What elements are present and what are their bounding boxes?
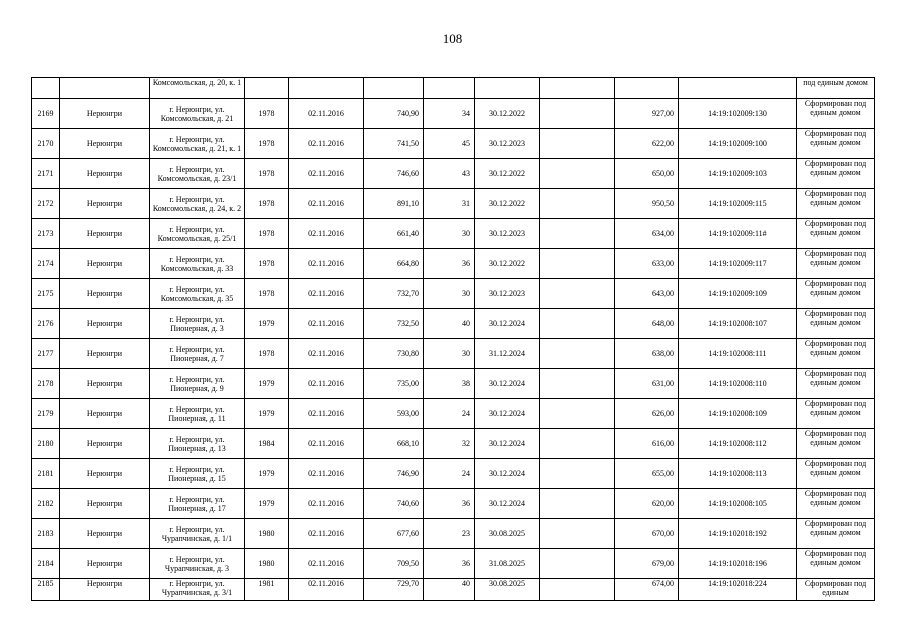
table-row bbox=[32, 579, 875, 601]
cell-cadastre: 14:19:102018:196 bbox=[679, 549, 797, 579]
cell-people: 36 bbox=[424, 249, 475, 279]
cell-status: под единым домом bbox=[797, 78, 875, 99]
cell-city: Нерюнгри bbox=[60, 519, 150, 549]
cell-date: 02.11.2016 bbox=[289, 219, 364, 249]
cell-cadastre: 14:19:102008:111 bbox=[679, 339, 797, 369]
cell-id: 2170 bbox=[32, 129, 60, 159]
cell-cadastre: 14:19:102008:112 bbox=[679, 429, 797, 459]
cell-year: 1979 bbox=[245, 399, 289, 429]
cell-cadastre: 14:19:102018:224 bbox=[679, 579, 797, 601]
table-row bbox=[32, 519, 875, 549]
cell-cadastre: 14:19:102009:100 bbox=[679, 129, 797, 159]
cell-people: 30 bbox=[424, 339, 475, 369]
cell-deadline: 30.12.2024 bbox=[475, 429, 540, 459]
table-row bbox=[32, 399, 875, 429]
cell-year bbox=[245, 78, 289, 99]
cell-address: г. Нерюнгри, ул. Комсомольская, д. 35 bbox=[150, 279, 245, 309]
cell-date: 02.11.2016 bbox=[289, 519, 364, 549]
cell-area: 593,00 bbox=[364, 399, 424, 429]
table-row bbox=[32, 339, 875, 369]
cell-area: 740,90 bbox=[364, 99, 424, 129]
cell-extra bbox=[540, 129, 615, 159]
cell-id: 2171 bbox=[32, 159, 60, 189]
cell-city: Нерюнгри bbox=[60, 579, 150, 601]
cell-id: 2181 bbox=[32, 459, 60, 489]
cell-id: 2179 bbox=[32, 399, 60, 429]
cell-city: Нерюнгри bbox=[60, 189, 150, 219]
cell-deadline: 30.12.2024 bbox=[475, 459, 540, 489]
table-row bbox=[32, 489, 875, 519]
cell-value: 634,00 bbox=[615, 219, 679, 249]
cell-cadastre: 14:19:102009:109 bbox=[679, 279, 797, 309]
cell-area: 661,40 bbox=[364, 219, 424, 249]
cell-status: Сформирован под единым домом bbox=[797, 309, 875, 339]
cell-extra bbox=[540, 519, 615, 549]
cell-deadline: 30.12.2023 bbox=[475, 279, 540, 309]
cell-city: Нерюнгри bbox=[60, 489, 150, 519]
cell-city: Нерюнгри bbox=[60, 159, 150, 189]
cell-value bbox=[615, 78, 679, 99]
cell-year: 1978 bbox=[245, 99, 289, 129]
cell-date: 02.11.2016 bbox=[289, 279, 364, 309]
cell-id: 2172 bbox=[32, 189, 60, 219]
cell-address: г. Нерюнгри, ул. Пионерная, д. 7 bbox=[150, 339, 245, 369]
cell-value: 616,00 bbox=[615, 429, 679, 459]
cell-extra bbox=[540, 189, 615, 219]
table-row bbox=[32, 189, 875, 219]
cell-address: г. Нерюнгри, ул. Комсомольская, д. 24, к. 2 bbox=[150, 189, 245, 219]
cell-deadline: 31.08.2025 bbox=[475, 549, 540, 579]
cell-date: 02.11.2016 bbox=[289, 189, 364, 219]
cell-status: Сформирован под единым домом bbox=[797, 369, 875, 399]
cell-id: 2182 bbox=[32, 489, 60, 519]
cell-date: 02.11.2016 bbox=[289, 159, 364, 189]
cell-status: Сформирован под единым домом bbox=[797, 549, 875, 579]
cell-extra bbox=[540, 339, 615, 369]
cell-year: 1978 bbox=[245, 279, 289, 309]
cell-area: 746,60 bbox=[364, 159, 424, 189]
cell-area: 732,70 bbox=[364, 279, 424, 309]
cell-extra bbox=[540, 249, 615, 279]
cell-year: 1980 bbox=[245, 549, 289, 579]
cell-date: 02.11.2016 bbox=[289, 579, 364, 601]
cell-address: г. Нерюнгри, ул. Пионерная, д. 11 bbox=[150, 399, 245, 429]
cell-address: г. Нерюнгри, ул. Комсомольская, д. 21, к. 1 bbox=[150, 129, 245, 159]
cell-address: г. Нерюнгри, ул. Комсомольская, д. 23/1 bbox=[150, 159, 245, 189]
cell-cadastre: 14:19:102008:113 bbox=[679, 459, 797, 489]
cell-date: 02.11.2016 bbox=[289, 129, 364, 159]
cell-value: 622,00 bbox=[615, 129, 679, 159]
cell-year: 1978 bbox=[245, 249, 289, 279]
cell-value: 674,00 bbox=[615, 579, 679, 601]
cell-extra bbox=[540, 279, 615, 309]
cell-date: 02.11.2016 bbox=[289, 399, 364, 429]
cell-city: Нерюнгри bbox=[60, 459, 150, 489]
cell-deadline: 30.12.2024 bbox=[475, 399, 540, 429]
cell-area: 664,80 bbox=[364, 249, 424, 279]
cell-people: 30 bbox=[424, 279, 475, 309]
cell-people: 36 bbox=[424, 489, 475, 519]
table-row bbox=[32, 99, 875, 129]
table-row bbox=[32, 219, 875, 249]
cell-id: 2183 bbox=[32, 519, 60, 549]
cell-value: 631,00 bbox=[615, 369, 679, 399]
cell-deadline: 30.12.2022 bbox=[475, 159, 540, 189]
cell-deadline: 30.12.2022 bbox=[475, 99, 540, 129]
cell-area: 741,50 bbox=[364, 129, 424, 159]
cell-value: 633,00 bbox=[615, 249, 679, 279]
cell-city: Нерюнгри bbox=[60, 219, 150, 249]
cell-address: г. Нерюнгри, ул. Комсомольская, д. 33 bbox=[150, 249, 245, 279]
cell-status: Сформирован под единым домом bbox=[797, 519, 875, 549]
cell-area: 668,10 bbox=[364, 429, 424, 459]
cell-address: г. Нерюнгри, ул. Чурапчинская, д. 3/1 bbox=[150, 579, 245, 601]
cell-deadline: 30.12.2024 bbox=[475, 309, 540, 339]
cell-year: 1978 bbox=[245, 129, 289, 159]
cell-deadline: 30.12.2024 bbox=[475, 369, 540, 399]
cell-cadastre: 14:19:102008:110 bbox=[679, 369, 797, 399]
cell-date: 02.11.2016 bbox=[289, 369, 364, 399]
cell-year: 1981 bbox=[245, 579, 289, 601]
cell-id: 2169 bbox=[32, 99, 60, 129]
cell-extra bbox=[540, 579, 615, 601]
cell-status: Сформирован под единым домом bbox=[797, 339, 875, 369]
cell-value: 620,00 bbox=[615, 489, 679, 519]
cell-area: 891,10 bbox=[364, 189, 424, 219]
cell-address: г. Нерюнгри, ул. Комсомольская, д. 25/1 bbox=[150, 219, 245, 249]
cell-id: 2174 bbox=[32, 249, 60, 279]
table-row bbox=[32, 159, 875, 189]
cell-date: 02.11.2016 bbox=[289, 249, 364, 279]
cell-year: 1979 bbox=[245, 489, 289, 519]
cell-deadline bbox=[475, 78, 540, 99]
cell-id bbox=[32, 78, 60, 99]
cell-people: 38 bbox=[424, 369, 475, 399]
cell-year: 1979 bbox=[245, 369, 289, 399]
cell-city bbox=[60, 78, 150, 99]
cell-id: 2176 bbox=[32, 309, 60, 339]
cell-value: 655,00 bbox=[615, 459, 679, 489]
cell-status: Сформирован под единым домом bbox=[797, 159, 875, 189]
cell-address: Комсомольская, д. 20, к. 1 bbox=[150, 78, 245, 99]
cell-id: 2178 bbox=[32, 369, 60, 399]
cell-year: 1980 bbox=[245, 519, 289, 549]
cell-people: 32 bbox=[424, 429, 475, 459]
cell-city: Нерюнгри bbox=[60, 309, 150, 339]
cell-city: Нерюнгри bbox=[60, 249, 150, 279]
cell-value: 626,00 bbox=[615, 399, 679, 429]
cell-deadline: 30.12.2023 bbox=[475, 219, 540, 249]
cell-deadline: 30.12.2022 bbox=[475, 189, 540, 219]
cell-id: 2177 bbox=[32, 339, 60, 369]
cell-deadline: 30.12.2024 bbox=[475, 489, 540, 519]
cell-people: 30 bbox=[424, 219, 475, 249]
cell-city: Нерюнгри bbox=[60, 99, 150, 129]
cell-people: 24 bbox=[424, 399, 475, 429]
cell-value: 670,00 bbox=[615, 519, 679, 549]
cell-value: 927,00 bbox=[615, 99, 679, 129]
cell-year: 1978 bbox=[245, 339, 289, 369]
page-number: 108 bbox=[442, 31, 463, 46]
cell-cadastre bbox=[679, 78, 797, 99]
table-row bbox=[32, 249, 875, 279]
cell-date: 02.11.2016 bbox=[289, 459, 364, 489]
cell-date: 02.11.2016 bbox=[289, 339, 364, 369]
cell-id: 2185 bbox=[32, 579, 60, 601]
cell-cadastre: 14:19:102008:107 bbox=[679, 309, 797, 339]
cell-year: 1979 bbox=[245, 459, 289, 489]
cell-extra bbox=[540, 459, 615, 489]
cell-cadastre: 14:19:102008:105 bbox=[679, 489, 797, 519]
cell-value: 650,00 bbox=[615, 159, 679, 189]
table-row bbox=[32, 279, 875, 309]
cell-people: 40 bbox=[424, 309, 475, 339]
cell-value: 648,00 bbox=[615, 309, 679, 339]
cell-cadastre: 14:19:102009:115 bbox=[679, 189, 797, 219]
cell-status: Сформирован под единым домом bbox=[797, 489, 875, 519]
cell-date: 02.11.2016 bbox=[289, 489, 364, 519]
cell-city: Нерюнгри bbox=[60, 399, 150, 429]
cell-area: 740,60 bbox=[364, 489, 424, 519]
cell-cadastre: 14:19:102009:117 bbox=[679, 249, 797, 279]
cell-people: 24 bbox=[424, 459, 475, 489]
cell-date: 02.11.2016 bbox=[289, 99, 364, 129]
cell-area: 677,60 bbox=[364, 519, 424, 549]
cell-city: Нерюнгри bbox=[60, 339, 150, 369]
cell-cadastre: 14:19:102009:103 bbox=[679, 159, 797, 189]
cell-deadline: 30.12.2022 bbox=[475, 249, 540, 279]
cell-address: г. Нерюнгри, ул. Пионерная, д. 17 bbox=[150, 489, 245, 519]
cell-people: 23 bbox=[424, 519, 475, 549]
cell-status: Сформирован под единым домом bbox=[797, 279, 875, 309]
cell-people: 34 bbox=[424, 99, 475, 129]
table-row bbox=[32, 78, 875, 99]
cell-status: Сформирован под единым bbox=[797, 579, 875, 601]
cell-people: 40 bbox=[424, 579, 475, 601]
cell-status: Сформирован под единым домом bbox=[797, 249, 875, 279]
cell-city: Нерюнгри bbox=[60, 279, 150, 309]
cell-address: г. Нерюнгри, ул. Пионерная, д. 13 bbox=[150, 429, 245, 459]
cell-people: 36 bbox=[424, 549, 475, 579]
cell-extra bbox=[540, 99, 615, 129]
cell-year: 1978 bbox=[245, 189, 289, 219]
cell-area: 729,70 bbox=[364, 579, 424, 601]
register-body bbox=[32, 78, 875, 601]
cell-city: Нерюнгри bbox=[60, 369, 150, 399]
cell-city: Нерюнгри bbox=[60, 429, 150, 459]
cell-value: 643,00 bbox=[615, 279, 679, 309]
cell-address: г. Нерюнгри, ул. Пионерная, д. 9 bbox=[150, 369, 245, 399]
cell-date: 02.11.2016 bbox=[289, 309, 364, 339]
cell-address: г. Нерюнгри, ул. Комсомольская, д. 21 bbox=[150, 99, 245, 129]
table-row bbox=[32, 549, 875, 579]
cell-id: 2173 bbox=[32, 219, 60, 249]
cell-id: 2180 bbox=[32, 429, 60, 459]
cell-extra bbox=[540, 78, 615, 99]
cell-status: Сформирован под единым домом bbox=[797, 189, 875, 219]
cell-extra bbox=[540, 219, 615, 249]
cell-year: 1979 bbox=[245, 309, 289, 339]
table-row bbox=[32, 459, 875, 489]
cell-status: Сформирован под единым домом bbox=[797, 129, 875, 159]
table-row bbox=[32, 369, 875, 399]
cell-extra bbox=[540, 159, 615, 189]
cell-area: 709,50 bbox=[364, 549, 424, 579]
cell-address: г. Нерюнгри, ул. Чурапчинская, д. 3 bbox=[150, 549, 245, 579]
cell-extra bbox=[540, 309, 615, 339]
cell-city: Нерюнгри bbox=[60, 129, 150, 159]
cell-cadastre: 14:19:102009:130 bbox=[679, 99, 797, 129]
cell-year: 1978 bbox=[245, 219, 289, 249]
cell-people: 31 bbox=[424, 189, 475, 219]
cell-value: 950,50 bbox=[615, 189, 679, 219]
register-table bbox=[31, 77, 875, 601]
cell-deadline: 30.12.2023 bbox=[475, 129, 540, 159]
cell-cadastre: 14:19:102008:109 bbox=[679, 399, 797, 429]
cell-status: Сформирован под единым домом bbox=[797, 399, 875, 429]
cell-date: 02.11.2016 bbox=[289, 429, 364, 459]
cell-deadline: 30.08.2025 bbox=[475, 579, 540, 601]
cell-cadastre: 14:19:102018:192 bbox=[679, 519, 797, 549]
cell-area: 746,90 bbox=[364, 459, 424, 489]
cell-address: г. Нерюнгри, ул. Чурапчинская, д. 1/1 bbox=[150, 519, 245, 549]
cell-status: Сформирован под единым домом bbox=[797, 99, 875, 129]
cell-extra bbox=[540, 429, 615, 459]
cell-status: Сформирован под единым домом bbox=[797, 219, 875, 249]
cell-date: 02.11.2016 bbox=[289, 549, 364, 579]
cell-id: 2184 bbox=[32, 549, 60, 579]
table-row bbox=[32, 309, 875, 339]
cell-status: Сформирован под единым домом bbox=[797, 459, 875, 489]
cell-extra bbox=[540, 369, 615, 399]
cell-extra bbox=[540, 489, 615, 519]
cell-value: 638,00 bbox=[615, 339, 679, 369]
cell-address: г. Нерюнгри, ул. Пионерная, д. 15 bbox=[150, 459, 245, 489]
cell-date bbox=[289, 78, 364, 99]
cell-extra bbox=[540, 399, 615, 429]
table-row bbox=[32, 129, 875, 159]
cell-year: 1978 bbox=[245, 159, 289, 189]
cell-value: 679,00 bbox=[615, 549, 679, 579]
cell-deadline: 30.08.2025 bbox=[475, 519, 540, 549]
cell-year: 1984 bbox=[245, 429, 289, 459]
cell-id: 2175 bbox=[32, 279, 60, 309]
cell-address: г. Нерюнгри, ул. Пионерная, д. 3 bbox=[150, 309, 245, 339]
cell-cadastre: 14:19:102009:11# bbox=[679, 219, 797, 249]
cell-area: 732,50 bbox=[364, 309, 424, 339]
cell-extra bbox=[540, 549, 615, 579]
cell-deadline: 31.12.2024 bbox=[475, 339, 540, 369]
cell-city: Нерюнгри bbox=[60, 549, 150, 579]
cell-area: 730,80 bbox=[364, 339, 424, 369]
cell-people: 43 bbox=[424, 159, 475, 189]
cell-area bbox=[364, 78, 424, 99]
table-row bbox=[32, 429, 875, 459]
cell-people: 45 bbox=[424, 129, 475, 159]
cell-people bbox=[424, 78, 475, 99]
cell-status: Сформирован под единым домом bbox=[797, 429, 875, 459]
cell-area: 735,00 bbox=[364, 369, 424, 399]
